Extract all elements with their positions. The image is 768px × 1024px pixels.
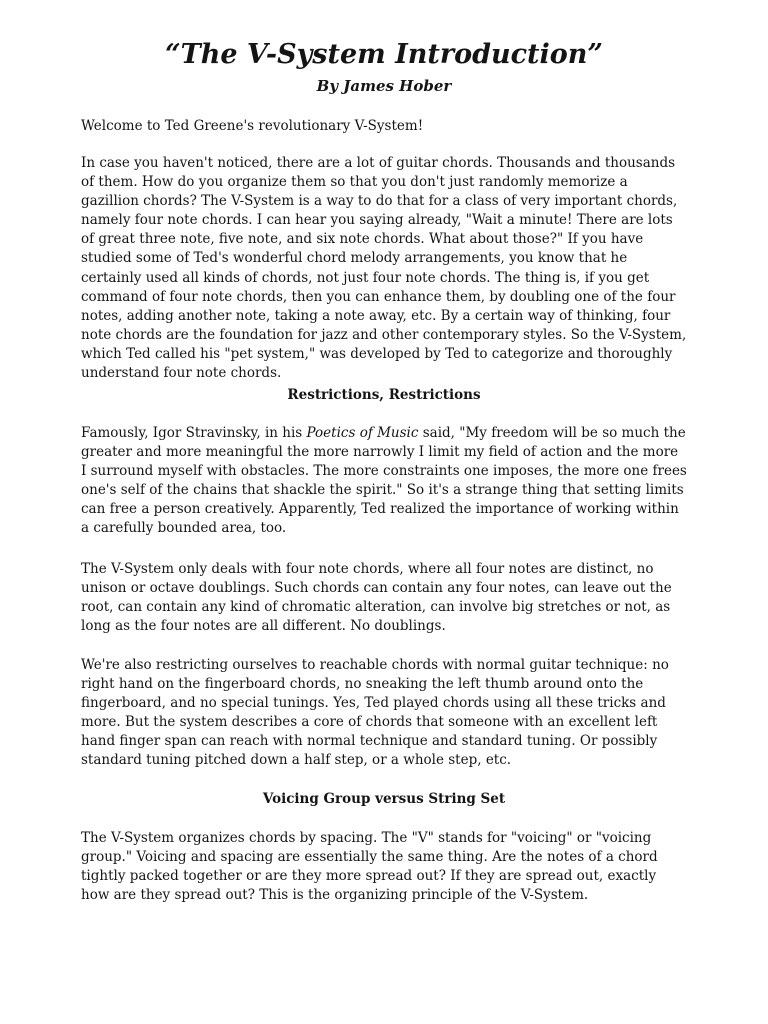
stravinsky-text-before: Famously, Igor Stravinsky, in his [81,425,307,441]
author-byline: By James Hober [316,77,452,95]
section-heading-restrictions: Restrictions, Restrictions [287,387,481,403]
stravinsky-paragraph [81,424,687,539]
book-title-poetics-of-music: Poetics of Music [306,425,419,441]
four-note-chords-paragraph: The V-System only deals with four note chords, where all four notes are distinct, no unison or octave doublings. Such chords can contain any four notes, can leave out the root, can contain any kind of chromatic alteration, can involve big stretches or not, as long as the four notes are all different. No doublings. [81,561,672,635]
stravinsky-text-after: said, "My freedom will be so much the greater and more meaningful the more narrowly I limit my field of action and the more I surround myself with obstacles. The more constraints one imposes, the more one frees one's self of the chains that shackle the spirit." So it's a strange thing that setting limits can free a person creatively. Apparently, Ted realized the importance of working within a carefully bounded area, too. [81,425,687,537]
intro-paragraph: In case you haven't noticed, there are a lot of guitar chords. Thousands and thousands of them. How do you organize them so that you don't just randomly memorize a gazillion chords? The V-System is a way to do that for a class of very important chords, namely four note chords. I can hear you saying already, "Wait a minute! There are lots of great three note, five note, and six note chords. What about those?" If you have studied some of Ted's wonderful chord melody arrangements, you know that he certainly used all kinds of chords, not just four note chords. The thing is, if you get command of four note chords, then you can enhance them, by doubling one of the four notes, adding another note, taking a note away, etc. By a certain way of thinking, four note chords are the foundation for jazz and other contemporary styles. So the V-System, which Ted called his "pet system," was developed by Ted to categorize and thoroughly understand four note chords. [81,155,687,382]
section-heading-voicing: Voicing Group versus String Set [262,791,506,807]
welcome-paragraph: Welcome to Ted Greene's revolutionary V-System! [81,118,424,134]
document-title: “The V-System Introduction” [165,39,603,70]
voicing-paragraph: The V-System organizes chords by spacing. The "V" stands for "voicing" or "voicing group." Voicing and spacing are essentially the same thing. Are the notes of a chord tightly packed together or are they more spread out? If they are spread out, exactly how are they spread out? This is the organizing principle of the V-System. [81,830,658,904]
reachable-chords-paragraph: We're also restricting ourselves to reachable chords with normal guitar technique: no right hand on the fingerboard chords, no sneaking the left thumb around onto the fingerboard, and no special tunings. Yes, Ted played chords using all these tricks and more. But the system describes a core of chords that someone with an excellent left hand finger span can reach with normal technique and standard tuning. Or possibly standard tuning pitched down a half step, or a whole step, etc. [81,657,669,769]
